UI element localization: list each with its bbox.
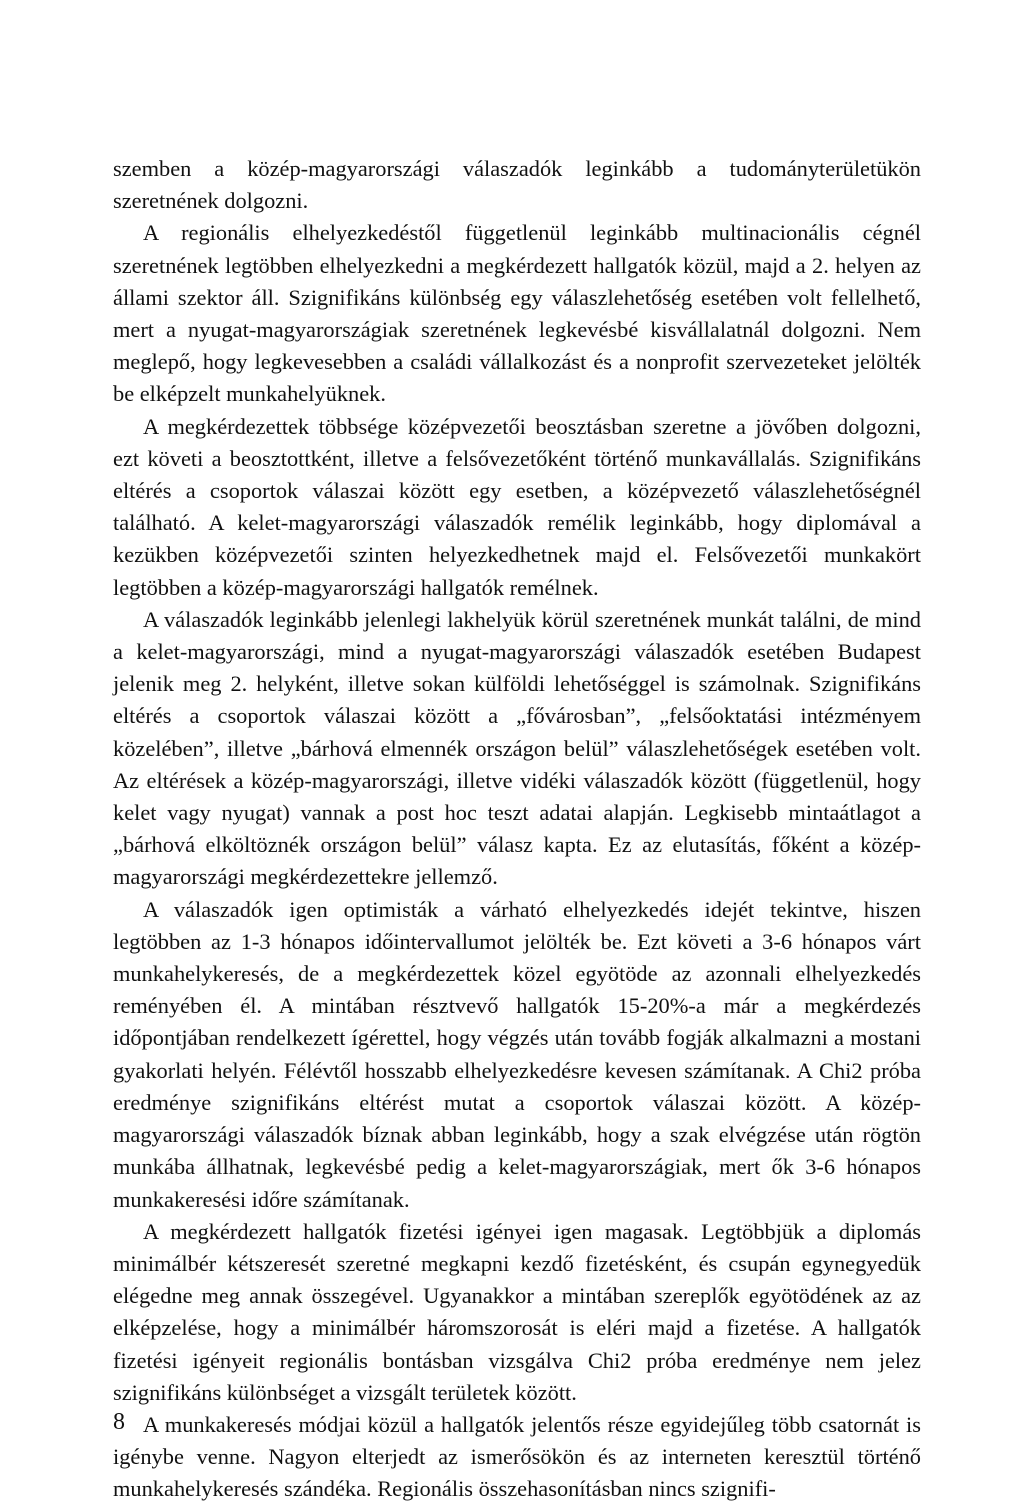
page-number: 8: [113, 1409, 125, 1435]
paragraph-job-search-methods: A munkakeresés módjai közül a hallgatók jelentős része egyidejűleg több csatornát is igénybe venne. Nagyon elterjedt az ismerősökön és az interneten keresztül történő munkahelykeresés szándéka. Regionális összehasonításban nincs szignifi-: [113, 1411, 921, 1502]
paragraph-position-level: A megkérdezettek többsége középvezetői beosztásban szeretne a jövőben dolgozni, ezt követi a beosztottként, illetve a felsővezetőként történő munkavállalás. Szignifikáns eltérés a csoportok válaszai között egy esetben, a középvezető válaszlehetőségnél található. A kelet-magyarországi válaszadók remélik leginkább, hogy diplomával a kezükben középvezetői szinten helyezkedhetnek majd el. Felsővezetői munkakört legtöbben a közép-magyarországi hallgatók remélnek.: [113, 413, 921, 600]
paragraph-employer-type: A regionális elhelyezkedéstől függetlenül leginkább multinacionális cégnél szeretnének legtöbben elhelyezkedni a megkérdezett hallgatók közül, majd a 2. helyen az állami szektor áll. Szignifikáns különbség egy válaszlehetőség esetében volt fellelhető, mert a nyugat-magyarországiak szeretnének legkevésbé kisvállalatnál dolgozni. Nem meglepő, hogy legkevesebben a családi vállalkozást és a nonprofit szervezeteket jelölték be elképzelt munkahelyüknek.: [113, 220, 921, 407]
paragraph-job-search-time: A válaszadók igen optimisták a várható elhelyezkedés idejét tekintve, hiszen legtöbben az 1-3 hónapos időintervallumot jelölték be. Ezt követi a 3-6 hónapos várt munkahelykeresés, de a megkérdezettek közel egyötöde az azonnali elhelyezkedés reményében él. A mintában résztvevő hallgatók 15-20%-a már a megkérdezés időpontjában rendelkezett ígérettel, hogy végzés után tovább fogják alkalmazni a mostani gyakorlati helyén. Félévtől hosszabb elhelyezkedésre kevesen számítanak. A Chi2 próba eredménye szignifikáns eltérést mutat a csoportok válaszai között. A közép-magyarországi válaszadók bíznak abban leginkább, hogy a szak elvégzése után rögtön munkába állhatnak, legkevésbé pedig a kelet-magyarországiak, mert ők 3-6 hónapos munkakeresési időre számítanak.: [113, 896, 921, 1212]
paragraph-location: A válaszadók leginkább jelenlegi lakhelyük körül szeretnének munkát találni, de mind a kelet-magyarországi, mind a nyugat-magyarországi válaszadók esetében Budapest jelenik meg 2. helyként, illetve sokan külföldi lehetőséggel is számolnak. Szignifikáns eltérés a csoportok válaszai között a „fővárosban”, „felsőoktatási intézményem közelében”, illetve „bárhová elmennék országon belül” válaszlehetőségek esetében volt. Az eltérések a közép-magyarországi, illetve vidéki válaszadók között (függetlenül, hogy kelet vagy nyugat) vannak a post hoc teszt adatai alapján. Legkisebb mintaátlagot a „bárhová elköltöznék országon belül” válasz kapta. Ez az elutasítás, főként a közép-magyarországi megkérdezettekre jellemző.: [113, 606, 921, 890]
body-text: [113, 153, 921, 1506]
paragraph-salary: A megkérdezett hallgatók fizetési igényei igen magasak. Legtöbbjük a diplomás minimálbér kétszeresét szeretné megkapni kezdő fizetésként, és csupán egynegyedük elégedne meg annak összegével. Ugyanakkor a mintában szereplők egyötödének az az elképzelése, hogy a minimálbér háromszorosát is eléri majd a fizetése. A hallgatók fizetési igényeit regionális bontásban vizsgálva Chi2 próba eredménye nem jelez szignifikáns különbséget a vizsgált területek között.: [113, 1218, 921, 1405]
paragraph-continuation: szemben a közép-magyarországi válaszadók leginkább a tudományterületükön szeretnének dolgozni.: [113, 156, 921, 214]
